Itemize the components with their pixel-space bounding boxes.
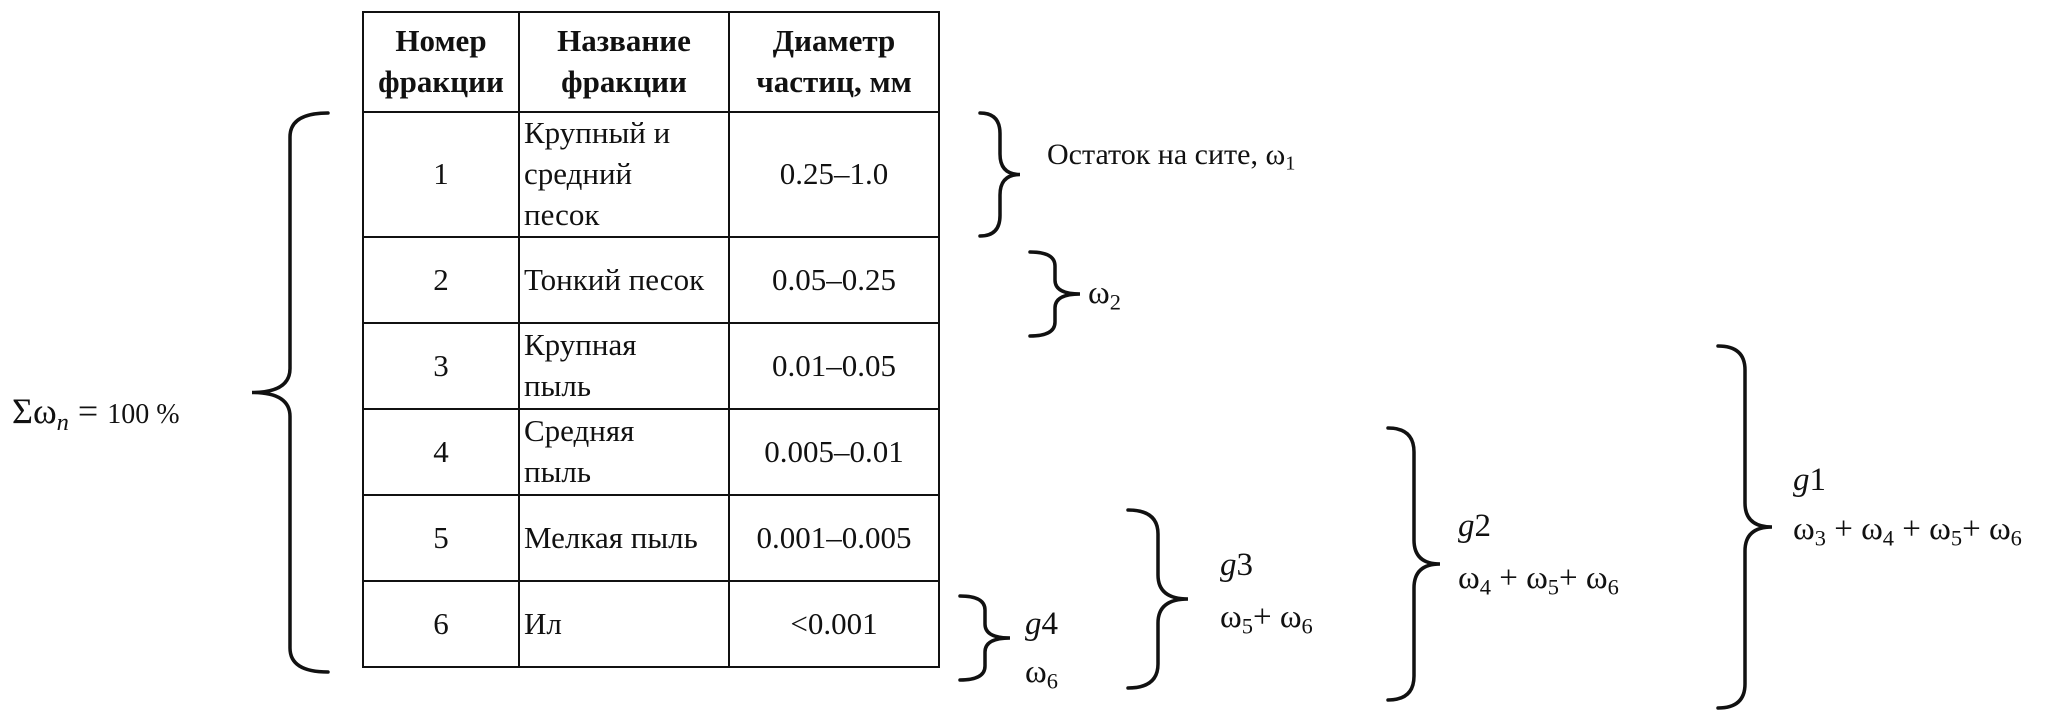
omega2-label: $\omega_2$ <box>1088 275 1121 315</box>
group-g2-title: g2 <box>1458 508 1491 544</box>
total-brace <box>252 113 328 672</box>
header-number: Номер фракции <box>363 12 519 112</box>
table-header-row <box>363 12 939 112</box>
table-row <box>363 495 939 581</box>
fraction-name: Крупная пыль <box>519 323 729 409</box>
residue-label: Остаток на сите, $\omega_1$ <box>1047 138 1296 175</box>
residue-brace <box>980 113 1020 236</box>
fraction-number: 1 <box>363 112 519 237</box>
table-row <box>363 409 939 495</box>
fraction-number: 5 <box>363 495 519 581</box>
fraction-number: 4 <box>363 409 519 495</box>
fraction-diameter: 0.01–0.05 <box>729 323 939 409</box>
group-g4-title: g4 <box>1025 606 1058 642</box>
group-g1-formula: $\omega_3 + \omega_4 + \omega_5+ \omega_6$ <box>1793 511 2022 551</box>
fraction-diameter: 0.005–0.01 <box>729 409 939 495</box>
group-g1-brace <box>1718 346 1772 708</box>
fraction-name: Тонкий песок <box>519 237 729 323</box>
fraction-name: Крупный и средний песок <box>519 112 729 237</box>
group-g4-formula: $\omega_6$ <box>1025 654 1058 694</box>
fractions-table <box>362 11 940 668</box>
fraction-name: Ил <box>519 581 729 667</box>
fraction-diameter: 0.25–1.0 <box>729 112 939 237</box>
fraction-diameter: 0.05–0.25 <box>729 237 939 323</box>
omega2-brace <box>1030 252 1080 336</box>
header-name: Название фракции <box>519 12 729 112</box>
header-diameter: Диаметр частиц, мм <box>729 12 939 112</box>
group-g3-brace <box>1128 510 1188 688</box>
group-g4-brace <box>960 596 1010 680</box>
fraction-name: Мелкая пыль <box>519 495 729 581</box>
group-g2-formula: $\omega_4 + \omega_5+ \omega_6$ <box>1458 560 1619 600</box>
table-row <box>363 581 939 667</box>
fraction-number: 3 <box>363 323 519 409</box>
fraction-diameter: <0.001 <box>729 581 939 667</box>
total-label: $\Sigma\omega_n = 100$ % <box>12 391 180 436</box>
fraction-number: 6 <box>363 581 519 667</box>
group-g3-formula: $\omega_5+ \omega_6$ <box>1220 599 1313 639</box>
table-row <box>363 323 939 409</box>
fraction-diameter: 0.001–0.005 <box>729 495 939 581</box>
table-row <box>363 237 939 323</box>
group-g3-title: g3 <box>1220 547 1253 583</box>
table-row <box>363 112 939 237</box>
group-g1-title: g1 <box>1793 462 1826 498</box>
fraction-number: 2 <box>363 237 519 323</box>
fraction-name: Средняя пыль <box>519 409 729 495</box>
group-g2-brace <box>1388 428 1440 700</box>
